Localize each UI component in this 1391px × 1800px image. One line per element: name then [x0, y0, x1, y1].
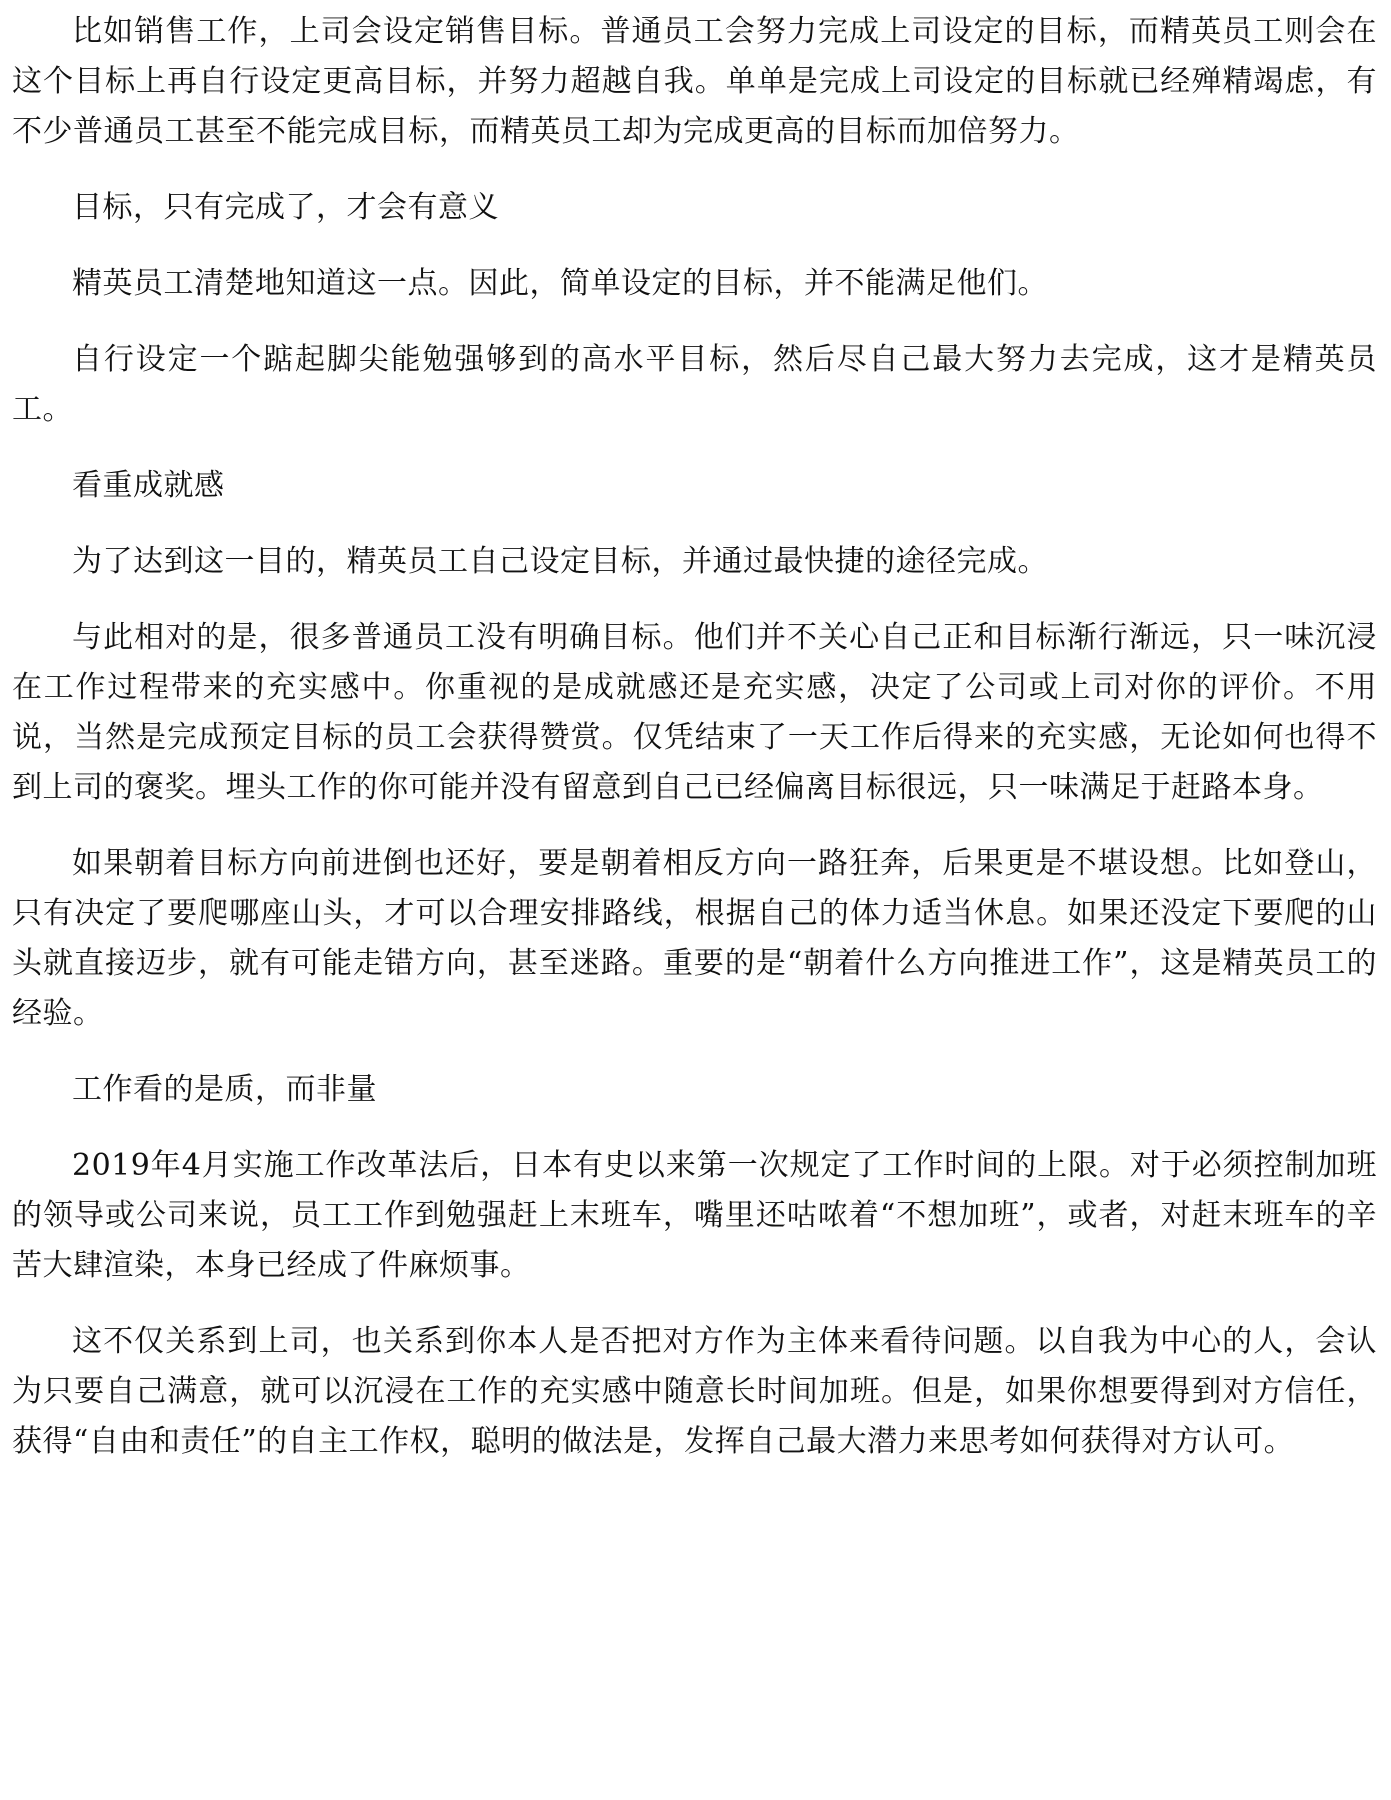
- paragraph-sales-targets: 比如销售工作，上司会设定销售目标。普通员工会努力完成上司设定的目标，而精英员工则会在这个目标上再自行设定更高目标，并努力超越自我。单单是完成上司设定的目标就已经殚精竭虑，有不少普通员工甚至不能完成目标，而精英员工却为完成更高的目标而加倍努力。: [12, 14, 1377, 149]
- heading-goals-meaningful: 目标，只有完成了，才会有意义: [72, 190, 499, 225]
- paragraph-direction: 如果朝着目标方向前进倒也还好，要是朝着相反方向一路狂奔，后果更是不堪设想。比如登山，只有决定了要爬哪座山头，才可以合理安排路线，根据自己的体力适当休息。如果还没定下要爬的山头就直接迈步，就有可能走错方向，甚至迷路。重要的是“朝着什么方向推进工作”，这是精英员工的经验。: [12, 846, 1377, 1031]
- paragraph-elite-know: 精英员工清楚地知道这一点。因此，简单设定的目标，并不能满足他们。: [72, 266, 1048, 301]
- paragraph-fulfillment: 与此相对的是，很多普通员工没有明确目标。他们并不关心自己正和目标渐行渐远，只一味沉浸在工作过程带来的充实感中。你重视的是成就感还是充实感，决定了公司或上司对你的评价。不用说，当然是完成预定目标的员工会获得赞赏。仅凭结束了一天工作后得来的充实感，无论如何也得不到上司的褒奖。埋头工作的你可能并没有留意到自己已经偏离目标很远，只一味满足于赶路本身。: [12, 620, 1377, 805]
- paragraph-work-reform: 2019年4月实施工作改革法后，日本有史以来第一次规定了工作时间的上限。对于必须控制加班的领导或公司来说，员工工作到勉强赶上末班车，嘴里还咕哝着“不想加班”，或者，对赶末班车的辛苦大肆渲染，本身已经成了件麻烦事。: [12, 1148, 1377, 1283]
- paragraph-trust: 这不仅关系到上司，也关系到你本人是否把对方作为主体来看待问题。以自我为中心的人，会认为只要自己满意，就可以沉浸在工作的充实感中随意长时间加班。但是，如果你想要得到对方信任，获得“自由和责任”的自主工作权，聪明的做法是，发挥自己最大潜力来思考如何获得对方认可。: [12, 1324, 1377, 1459]
- heading-quality-not-quantity: 工作看的是质，而非量: [72, 1072, 377, 1107]
- document-page: [12, 0, 1377, 1467]
- heading-achievement: 看重成就感: [72, 468, 225, 503]
- paragraph-fastest-route: 为了达到这一目的，精英员工自己设定目标，并通过最快捷的途径完成。: [72, 544, 1048, 579]
- paragraph-high-goal: 自行设定一个踮起脚尖能勉强够到的高水平目标，然后尽自己最大努力去完成，这才是精英员工。: [12, 342, 1377, 427]
